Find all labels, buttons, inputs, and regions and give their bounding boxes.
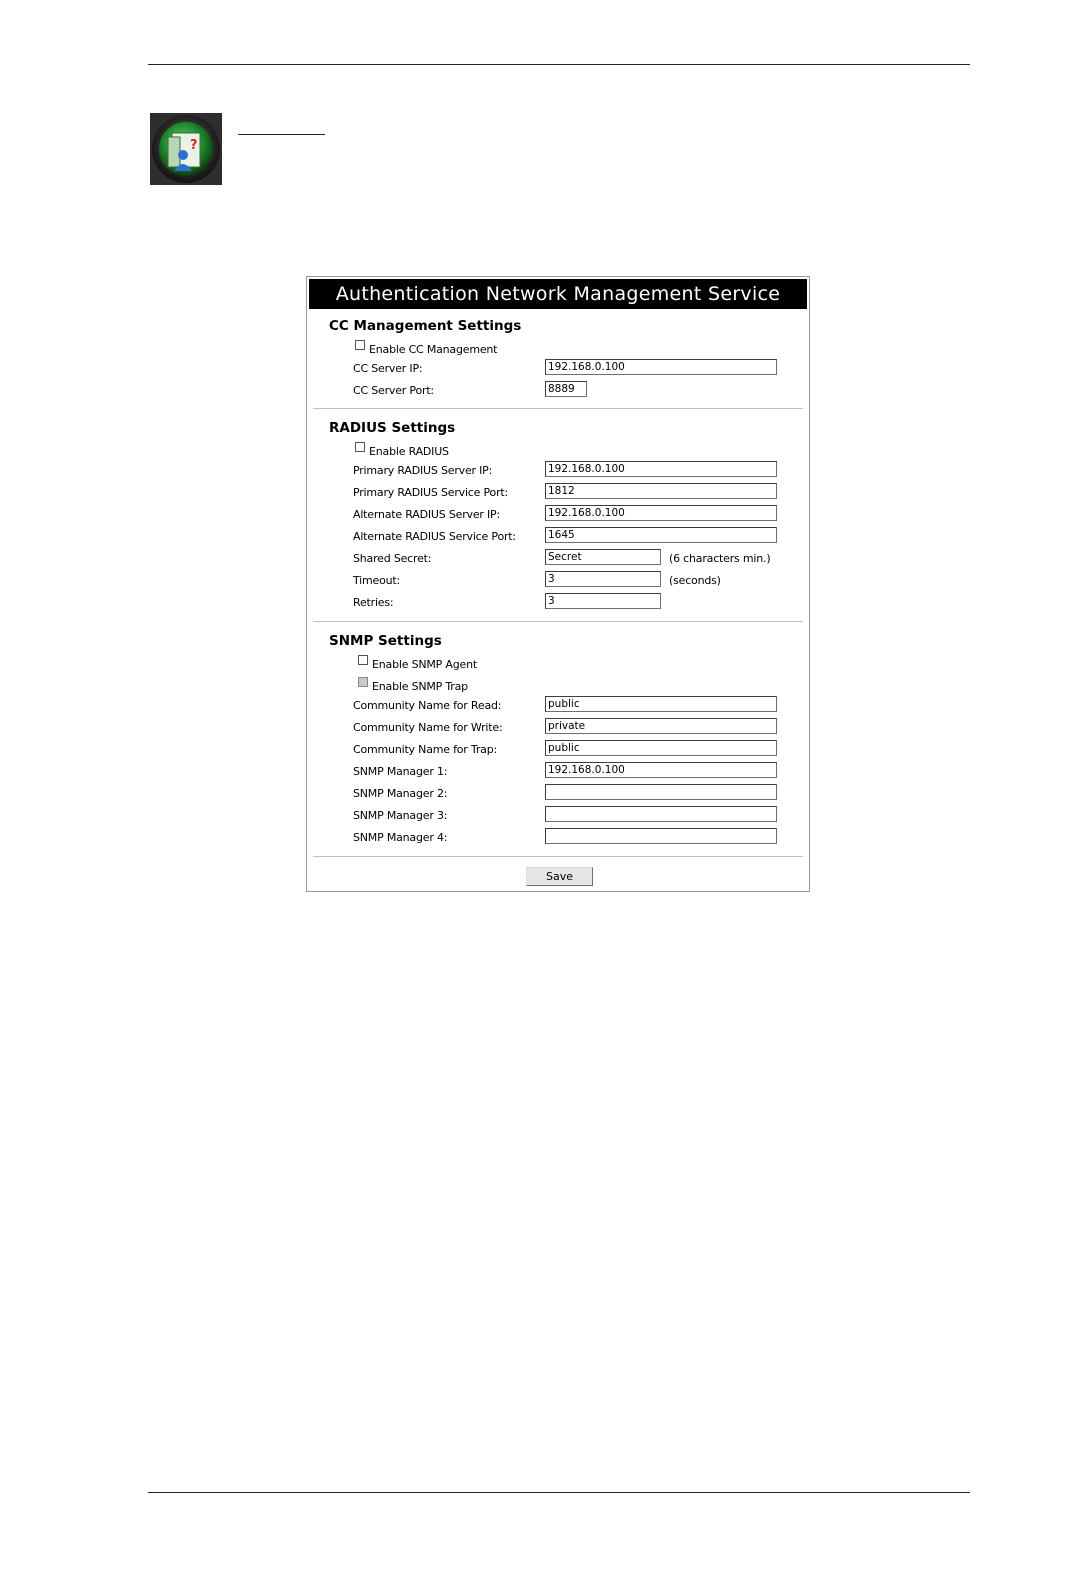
enable-radius-checkbox[interactable] <box>355 442 365 452</box>
community-read-label: Community Name for Read: <box>353 699 502 712</box>
radius-section-title: RADIUS Settings <box>329 420 456 436</box>
page-bottom-rule <box>148 1492 970 1493</box>
alternate-radius-ip-label: Alternate RADIUS Server IP: <box>353 508 500 521</box>
cc-server-port-label: CC Server Port: <box>353 384 434 397</box>
primary-radius-ip-label: Primary RADIUS Server IP: <box>353 464 493 477</box>
alternate-radius-ip-input[interactable] <box>545 505 777 521</box>
snmp-manager-1-label: SNMP Manager 1: <box>353 765 448 778</box>
enable-radius-row <box>355 441 449 458</box>
snmp-manager-3-input[interactable] <box>545 806 777 822</box>
cc-server-ip-label: CC Server IP: <box>353 362 423 375</box>
snmp-manager-3-label: SNMP Manager 3: <box>353 809 448 822</box>
snmp-manager-4-input[interactable] <box>545 828 777 844</box>
svg-text:?: ? <box>190 138 198 153</box>
heading-underline <box>238 134 325 135</box>
community-trap-input[interactable] <box>545 740 777 756</box>
enable-snmp-agent-checkbox[interactable] <box>358 655 368 665</box>
enable-snmp-trap-row <box>358 676 468 693</box>
panel-title: Authentication Network Management Service <box>309 279 807 309</box>
alternate-radius-port-input[interactable] <box>545 527 777 543</box>
shared-secret-hint: (6 characters min.) <box>669 552 771 565</box>
save-button[interactable]: Save <box>526 867 593 886</box>
timeout-input[interactable] <box>545 571 661 587</box>
alternate-radius-port-label: Alternate RADIUS Service Port: <box>353 530 516 543</box>
cc-section-title: CC Management Settings <box>329 318 522 334</box>
enable-cc-row <box>355 339 498 356</box>
enable-radius-label: Enable RADIUS <box>369 445 449 458</box>
enable-snmp-trap-label: Enable SNMP Trap <box>372 680 468 693</box>
section-divider <box>313 408 803 409</box>
section-divider <box>313 621 803 622</box>
section-divider <box>313 856 803 857</box>
settings-panel <box>306 276 810 892</box>
primary-radius-port-input[interactable] <box>545 483 777 499</box>
snmp-manager-1-input[interactable] <box>545 762 777 778</box>
enable-snmp-trap-checkbox[interactable] <box>358 677 368 687</box>
snmp-manager-2-label: SNMP Manager 2: <box>353 787 448 800</box>
primary-radius-ip-input[interactable] <box>545 461 777 477</box>
shared-secret-label: Shared Secret: <box>353 552 432 565</box>
enable-cc-label: Enable CC Management <box>369 343 498 356</box>
community-write-input[interactable] <box>545 718 777 734</box>
snmp-manager-2-input[interactable] <box>545 784 777 800</box>
community-trap-label: Community Name for Trap: <box>353 743 497 756</box>
retries-label: Retries: <box>353 596 394 609</box>
timeout-label: Timeout: <box>353 574 401 587</box>
community-write-label: Community Name for Write: <box>353 721 503 734</box>
enable-snmp-agent-label: Enable SNMP Agent <box>372 658 477 671</box>
community-read-input[interactable] <box>545 696 777 712</box>
shared-secret-input[interactable] <box>545 549 661 565</box>
primary-radius-port-label: Primary RADIUS Service Port: <box>353 486 509 499</box>
enable-cc-checkbox[interactable] <box>355 340 365 350</box>
snmp-section-title: SNMP Settings <box>329 633 442 649</box>
cc-server-port-input[interactable] <box>545 381 587 397</box>
help-person-icon <box>150 113 222 185</box>
timeout-hint: (seconds) <box>669 574 721 587</box>
cc-server-ip-input[interactable] <box>545 359 777 375</box>
snmp-manager-4-label: SNMP Manager 4: <box>353 831 448 844</box>
page-top-rule <box>148 64 970 65</box>
retries-input[interactable] <box>545 593 661 609</box>
enable-snmp-agent-row <box>358 654 477 671</box>
